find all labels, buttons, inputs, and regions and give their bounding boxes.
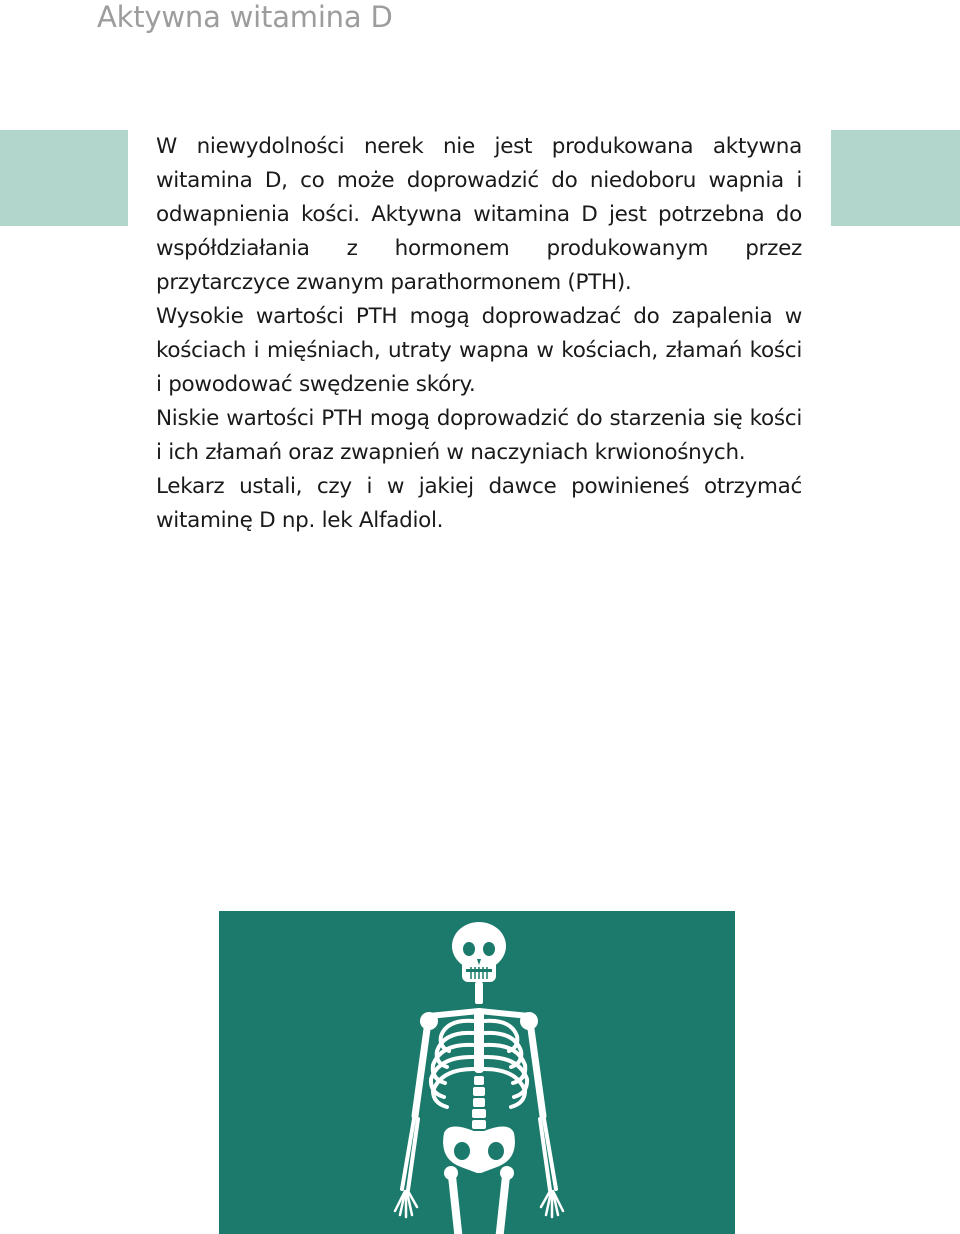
paragraph-doctor: Lekarz ustali, czy i w jakiej dawce powinieneś otrzymać witaminę D np. lek Alfadiol. <box>156 474 802 533</box>
page-title: Aktywna witamina D <box>97 0 393 34</box>
paragraph-vitamin-d: W niewydolności nerek nie jest produkowana aktywna witamina D, co może doprowadzić do niedoboru wapnia i odwapnienia kości. Aktywna witamina D jest potrzebna do współdziałania z hormonem produkowanym przez przytarczyce zwanym parathormonem (PTH). <box>156 134 802 295</box>
paragraph-low-pth: Niskie wartości PTH mogą doprowadzić do starzenia się kości i ich złamań oraz zwapnień w naczyniach krwionośnych. <box>156 406 802 465</box>
skeleton-illustration <box>219 911 735 1234</box>
paragraph-high-pth: Wysokie wartości PTH mogą doprowadzać do zapalenia w kościach i mięśniach, utraty wapna w kościach, złamań kości i powodować swędzenie skóry. <box>156 304 802 397</box>
right-edge-tab <box>831 130 960 226</box>
skeleton-icon <box>219 911 735 1234</box>
body-text <box>156 130 802 538</box>
left-edge-tab <box>0 130 128 226</box>
